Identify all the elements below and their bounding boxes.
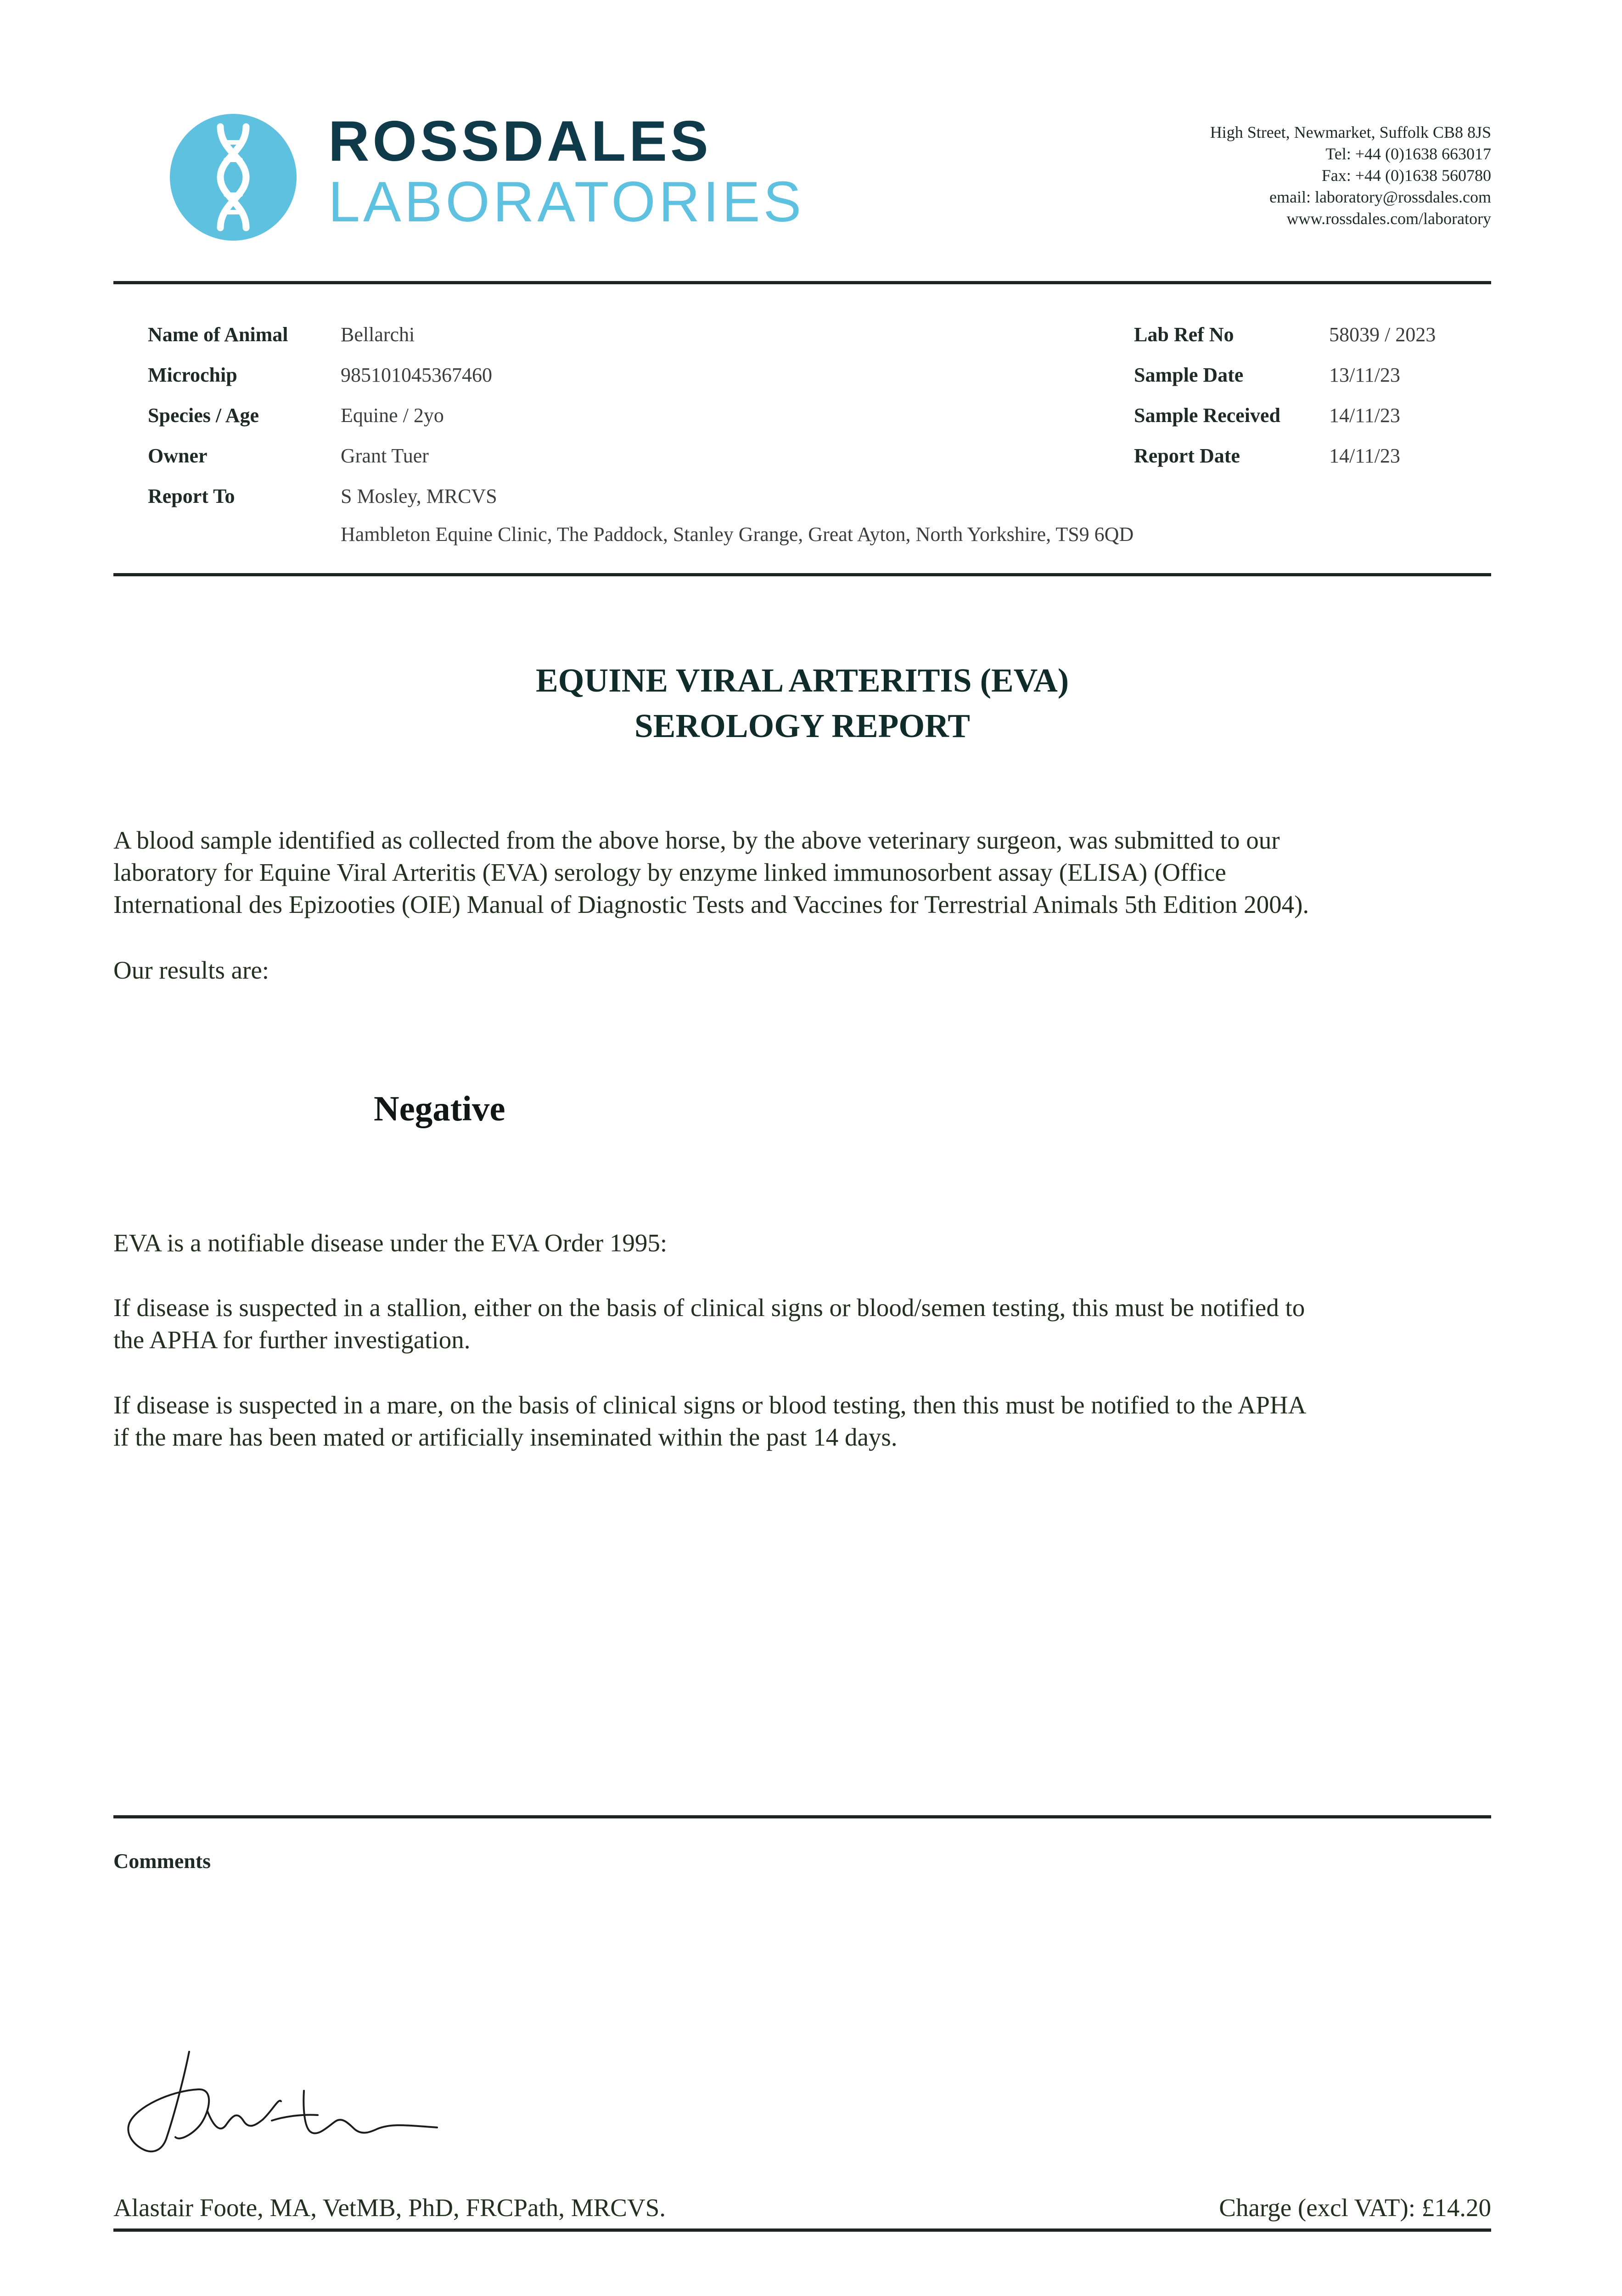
species-label: Species / Age (148, 404, 259, 427)
sample-received-label: Sample Received (1134, 404, 1280, 427)
mare-line: if the mare has been mated or artificially inseminated within the past 14 days. (113, 1423, 898, 1451)
report-date-value: 14/11/23 (1329, 445, 1400, 467)
brand-subtitle: LABORATORIES (328, 170, 805, 234)
mare-line: If disease is suspected in a mare, on the basis of clinical signs or blood testing, then this must be notified to the APHA (113, 1391, 1307, 1419)
stallion-paragraph (113, 1292, 1491, 1356)
header-divider (113, 281, 1491, 284)
name-label: Name of Animal (148, 323, 288, 346)
name-value: Bellarchi (341, 323, 415, 346)
dna-helix-icon (170, 114, 297, 241)
report-to-value: S Mosley, MRCVS (341, 485, 497, 507)
report-title (113, 658, 1491, 748)
report-date-label: Report Date (1134, 445, 1240, 467)
intro-paragraph (113, 824, 1491, 921)
sample-date-label: Sample Date (1134, 364, 1244, 386)
mare-paragraph (113, 1389, 1491, 1453)
comments-divider (113, 1815, 1491, 1818)
intro-line: A blood sample identified as collected from the above horse, by the above veterinary surgeon, was submitted to our (113, 826, 1280, 854)
stallion-line: the APHA for further investigation. (113, 1326, 471, 1354)
report-to-address: Hambleton Equine Clinic, The Paddock, Stanley Grange, Great Ayton, North Yorkshire, TS9 6QD (341, 523, 1134, 546)
contact-address: High Street, Newmarket, Suffolk CB8 8JS (1210, 123, 1491, 141)
microchip-value: 985101045367460 (341, 364, 492, 386)
contact-fax: Fax: +44 (0)1638 560780 (1321, 166, 1491, 185)
details-divider (113, 573, 1491, 576)
lab-ref-label: Lab Ref No (1134, 323, 1234, 346)
notifiable-statement: EVA is a notifiable disease under the EVA Order 1995: (113, 1229, 668, 1257)
owner-label: Owner (148, 445, 208, 467)
comments-label: Comments (113, 1849, 211, 1873)
intro-line: International des Epizooties (OIE) Manual of Diagnostic Tests and Vaccines for Terrestrial Animals 5th Edition 2004). (113, 890, 1309, 918)
report-title-line2: SEROLOGY REPORT (634, 707, 970, 744)
charge-amount: Charge (excl VAT): £14.20 (1219, 2194, 1491, 2222)
test-result: Negative (374, 1089, 505, 1128)
contact-tel: Tel: +44 (0)1638 663017 (1325, 145, 1491, 163)
sample-received-value: 14/11/23 (1329, 404, 1400, 427)
sample-date-value: 13/11/23 (1329, 364, 1400, 386)
footer-divider (113, 2228, 1491, 2232)
intro-line: laboratory for Equine Viral Arteritis (EVA) serology by enzyme linked immunosorbent assay (ELISA) (Office (113, 858, 1226, 886)
brand-name: ROSSDALES (328, 110, 712, 173)
microchip-label: Microchip (148, 364, 237, 386)
signature-image (120, 2047, 469, 2157)
species-value: Equine / 2yo (341, 404, 444, 427)
results-intro: Our results are: (113, 956, 269, 984)
contact-email: email: laboratory@rossdales.com (1269, 188, 1491, 206)
signatory-name: Alastair Foote, MA, VetMB, PhD, FRCPath, MRCVS. (113, 2194, 666, 2222)
owner-value: Grant Tuer (341, 445, 429, 467)
report-title-line1: EQUINE VIRAL ARTERITIS (EVA) (535, 662, 1069, 699)
contact-website: www.rossdales.com/laboratory (1286, 209, 1491, 228)
contact-block (986, 122, 1491, 230)
lab-ref-value: 58039 / 2023 (1329, 323, 1436, 346)
stallion-line: If disease is suspected in a stallion, either on the basis of clinical signs or blood/semen testing, this must be notified to (113, 1294, 1305, 1322)
report-to-label: Report To (148, 485, 235, 507)
